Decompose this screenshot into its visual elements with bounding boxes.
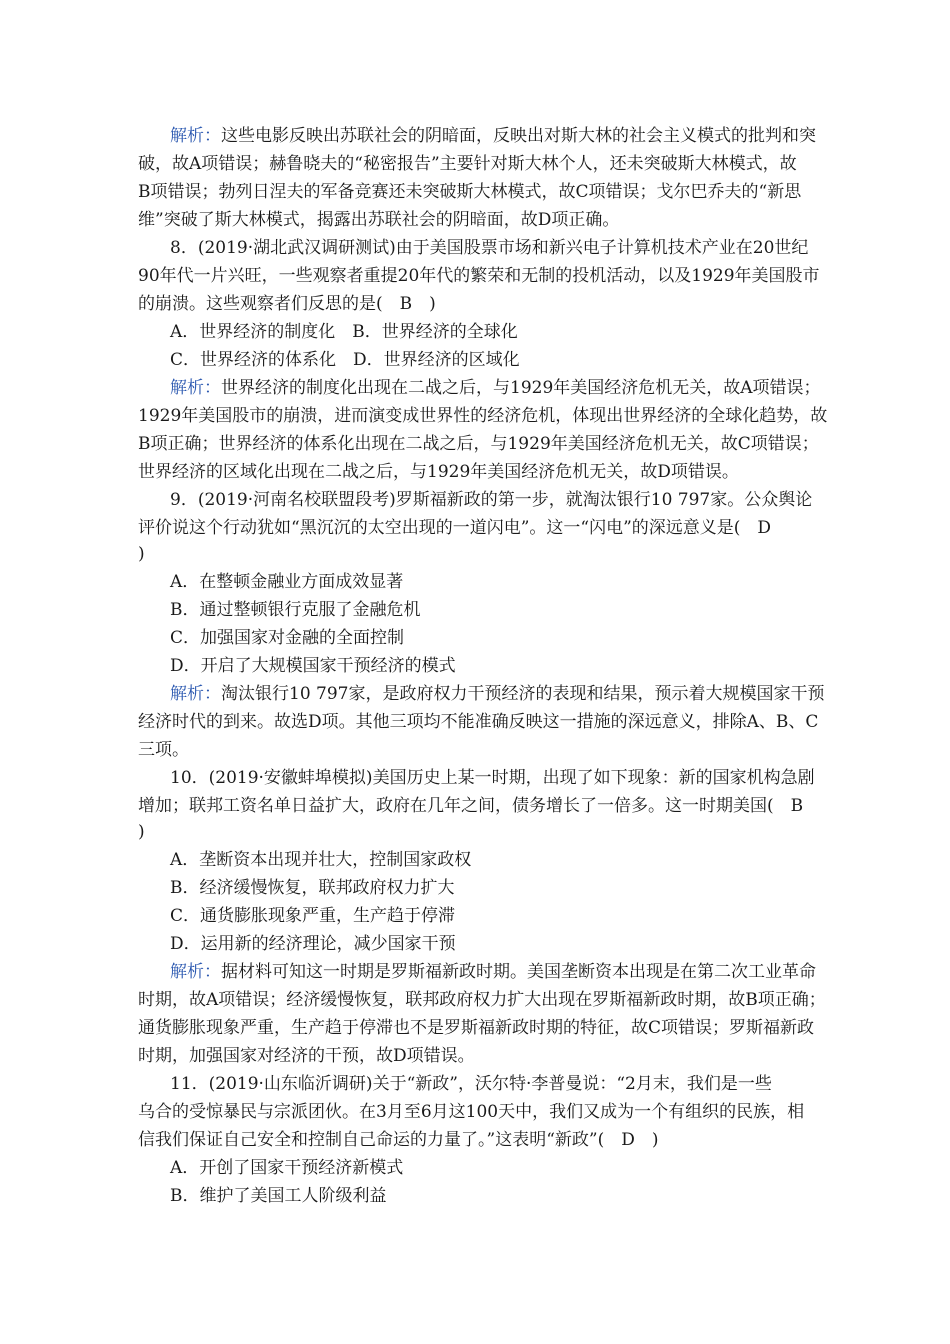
analysis-label: 解析： [170,126,221,146]
analysis-7-line-1 [170,124,850,150]
analysis-label: 解析： [170,962,221,982]
question-9-option-b: B．通过整顿银行克服了金融危机 [170,600,421,620]
analysis-8-line-2: 1929年美国股市的崩溃，进而演变成世界性的经济危机，体现出世界经济的全球化趋势，故 [138,406,828,426]
analysis-label: 解析： [170,684,221,704]
analysis-10-line-3: 通货膨胀现象严重，生产趋于停滞也不是罗斯福新政时期的特征，故C项错误；罗斯福新政 [138,1018,815,1038]
analysis-7-line-4: 维”突破了斯大林模式，揭露出苏联社会的阴暗面，故D项正确。 [138,210,620,230]
question-11-stem-3: 信我们保证自己安全和控制自己命运的力量了。”这表明“新政”( D ) [138,1130,659,1150]
question-10-option-b: B．经济缓慢恢复，联邦政府权力扩大 [170,878,455,898]
analysis-7-line-3: B项错误；勃列日涅夫的军备竞赛还未突破斯大林模式，故C项错误；戈尔巴乔夫的“新思 [138,182,802,202]
analysis-text: 世界经济的制度化出现在二战之后，与1929年美国经济危机无关，故A项错误； [221,378,821,398]
analysis-10-line-2: 时期，故A项错误；经济缓慢恢复，联邦政府权力扩大出现在罗斯福新政时期，故B项正确； [138,990,826,1010]
question-9-stem-1: 9．(2019·河南名校联盟段考)罗斯福新政的第一步，就淘汰银行10 797家。公众舆论 [170,490,813,510]
question-11-option-a: A．开创了国家干预经济新模式 [170,1158,404,1178]
question-8-stem-1: 8．(2019·湖北武汉调研测试)由于美国股票市场和新兴电子计算机技术产业在20世纪 [170,238,809,258]
analysis-7-line-2: 破，故A项错误；赫鲁晓夫的“秘密报告”主要针对斯大林个人，还未突破斯大林模式，故 [138,154,797,174]
question-10-stem-2: 增加；联邦工资名单日益扩大，政府在几年之间，债务增长了一倍多。这一时期美国( B [138,796,804,816]
analysis-10-line-1 [170,960,850,986]
question-9-option-d: D．开启了大规模国家干预经济的模式 [170,656,456,676]
question-9-option-a: A．在整顿金融业方面成效显著 [170,572,404,592]
question-11-stem-1: 11．(2019·山东临沂调研)关于“新政”，沃尔特·李普曼说：“2月末，我们是一些 [170,1074,772,1094]
question-10-option-a: A．垄断资本出现并壮大，控制国家政权 [170,850,472,870]
question-8-options-ab: A．世界经济的制度化 B．世界经济的全球化 [170,322,518,342]
analysis-text: 淘汰银行10 797家，是政府权力干预经济的表现和结果，预示着大规模国家干预 [221,684,825,704]
question-9-stem-2: 评价说这个行动犹如“黑沉沉的太空出现的一道闪电”。这一“闪电”的深远意义是( D [138,518,772,538]
analysis-8-line-1 [170,376,850,402]
analysis-9-line-2: 经济时代的到来。故选D项。其他三项均不能准确反映这一措施的深远意义，排除A、B、C [138,712,819,732]
question-10-stem-1: 10．(2019·安徽蚌埠模拟)美国历史上某一时期，出现了如下现象：新的国家机构急剧 [170,768,815,788]
question-9-option-c: C．加强国家对金融的全面控制 [170,628,405,648]
question-10-option-c: C．通货膨胀现象严重，生产趋于停滞 [170,906,456,926]
question-10-stem-3: ) [138,822,145,842]
question-9-stem-3: ) [138,544,145,564]
analysis-9-line-3: 三项。 [138,740,189,760]
question-8-stem-3: 的崩溃。这些观察者们反思的是( B ) [138,294,436,314]
question-8-options-cd: C．世界经济的体系化 D．世界经济的区域化 [170,350,520,370]
analysis-8-line-3: B项正确；世界经济的体系化出现在二战之后，与1929年美国经济危机无关，故C项错误； [138,434,819,454]
analysis-text: 据材料可知这一时期是罗斯福新政时期。美国垄断资本出现是在第二次工业革命 [221,962,816,982]
analysis-9-line-1 [170,682,850,708]
question-10-option-d: D．运用新的经济理论，减少国家干预 [170,934,456,954]
question-8-stem-2: 90年代一片兴旺，一些观察者重提20年代的繁荣和无制的投机活动，以及1929年美国股市 [138,266,820,286]
analysis-10-line-4: 时期，加强国家对经济的干预，故D项错误。 [138,1046,475,1066]
analysis-text: 这些电影反映出苏联社会的阴暗面，反映出对斯大林的社会主义模式的批判和突 [221,126,816,146]
analysis-label: 解析： [170,378,221,398]
question-11-stem-2: 乌合的受惊暴民与宗派团伙。在3月至6月这100天中，我们又成为一个有组织的民族，相 [138,1102,805,1122]
question-11-option-b: B．维护了美国工人阶级利益 [170,1186,387,1206]
analysis-8-line-4: 世界经济的区域化出现在二战之后，与1929年美国经济危机无关，故D项错误。 [138,462,739,482]
